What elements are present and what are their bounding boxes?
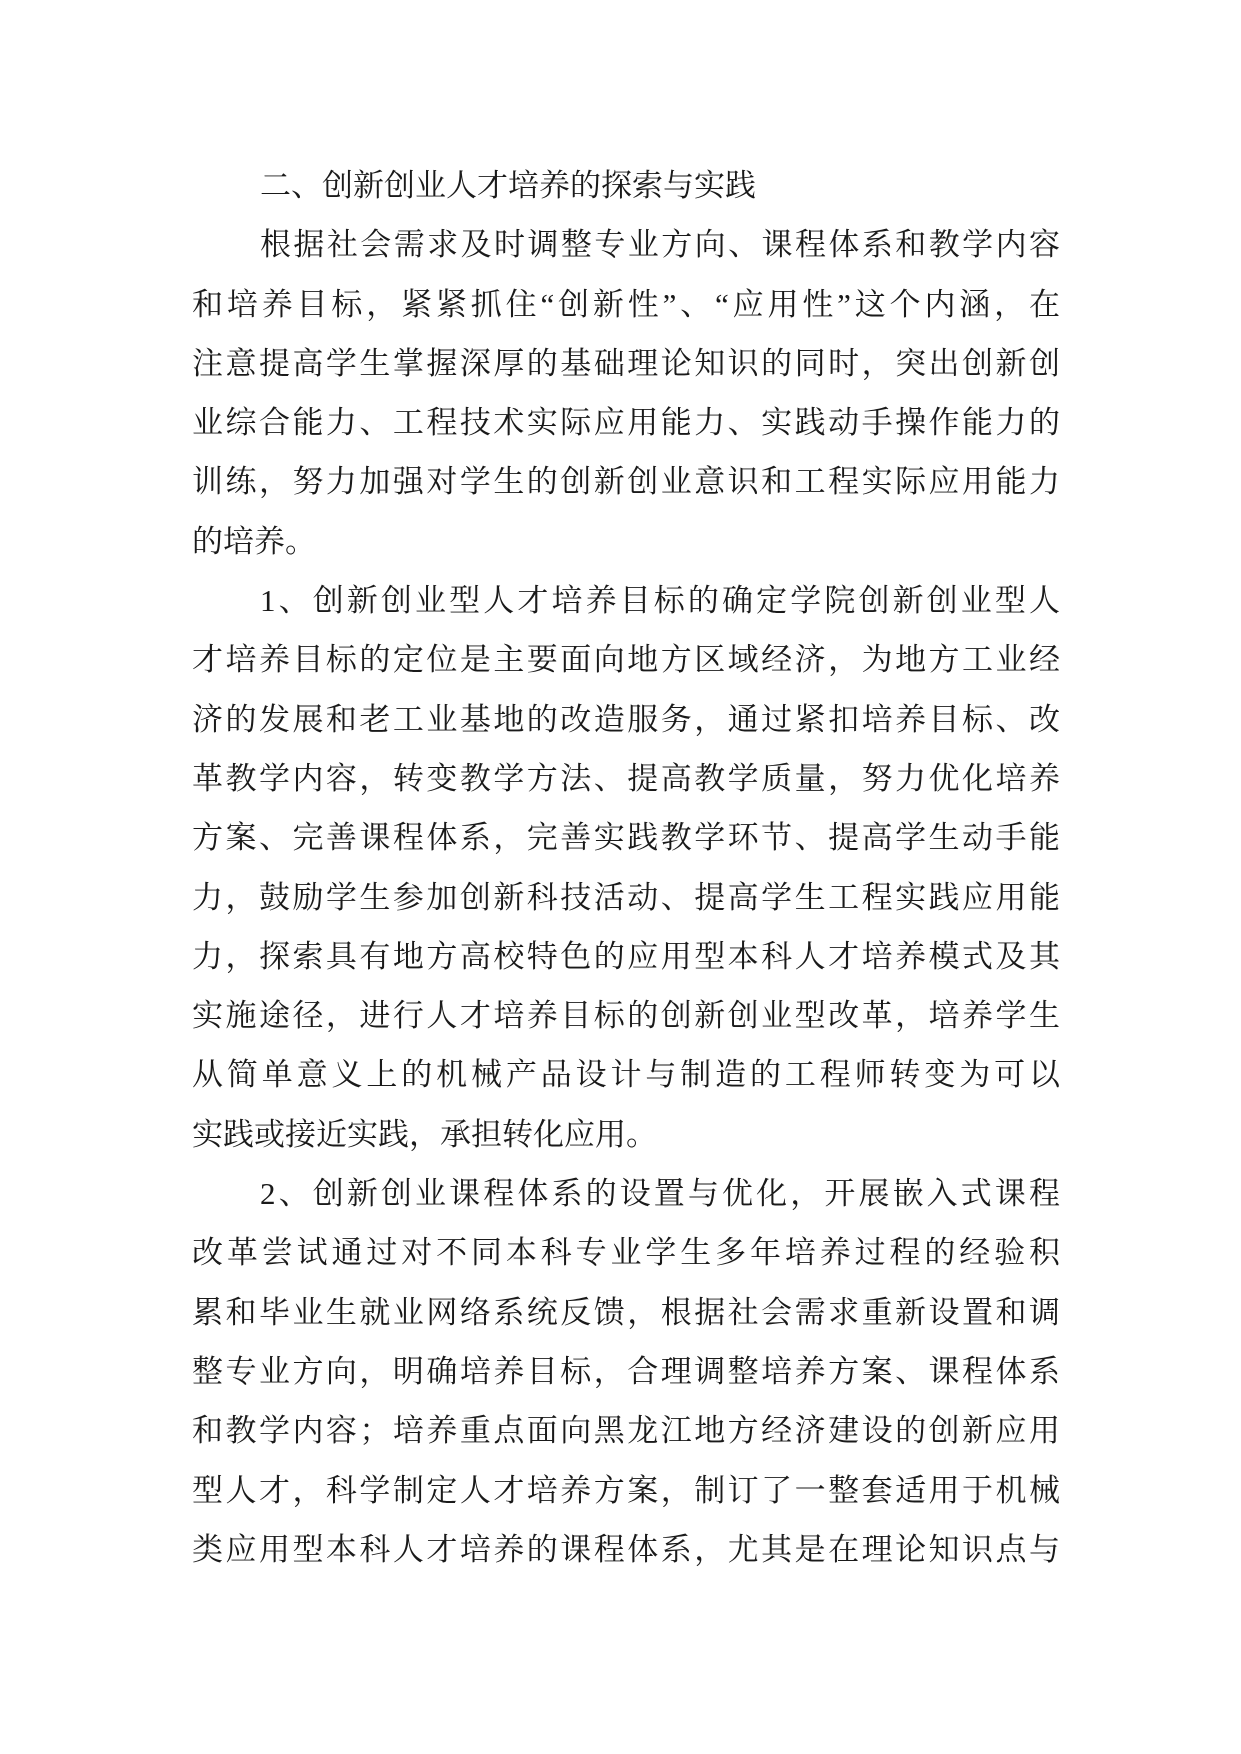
section-heading: 二、创新创业人才培养的探索与实践	[260, 168, 756, 203]
text-line: 济的发展和老工业基地的改造服务，通过紧扣培养目标、改	[192, 701, 1060, 737]
text-line: 从简单意义上的机械产品设计与制造的工程师转变为可以	[192, 1057, 1060, 1093]
text-line: 业综合能力、工程技术实际应用能力、实践动手操作能力的	[192, 405, 1060, 441]
paragraph	[192, 571, 1060, 1164]
text-line: 训练，努力加强对学生的创新创业意识和工程实际应用能力	[192, 464, 1060, 500]
text-line: 才培养目标的定位是主要面向地方区域经济，为地方工业经	[192, 642, 1060, 678]
text-line: 实践或接近实践，承担转化应用。	[192, 1116, 657, 1152]
paragraph	[192, 1164, 1060, 1579]
text-line: 力，探索具有地方高校特色的应用型本科人才培养模式及其	[192, 938, 1060, 974]
text-line: 注意提高学生掌握深厚的基础理论知识的同时，突出创新创	[192, 345, 1060, 381]
text-line: 整专业方向，明确培养目标，合理调整培养方案、课程体系	[192, 1353, 1060, 1389]
text-line: 改革尝试通过对不同本科专业学生多年培养过程的经验积	[192, 1235, 1060, 1271]
text-line: 累和毕业生就业网络系统反馈，根据社会需求重新设置和调	[192, 1294, 1060, 1330]
text-line: 和培养目标，紧紧抓住“创新性”、“应用性”这个内涵，在	[192, 286, 1060, 322]
text-line: 1、创新创业型人才培养目标的确定学院创新创业型人	[260, 583, 1060, 619]
text-line: 2、创新创业课程体系的设置与优化，开展嵌入式课程	[260, 1176, 1060, 1212]
paragraph	[192, 215, 1060, 571]
document-body	[192, 156, 1060, 1579]
text-line: 和教学内容；培养重点面向黑龙江地方经济建设的创新应用	[192, 1413, 1060, 1449]
text-line: 型人才，科学制定人才培养方案，制订了一整套适用于机械	[192, 1472, 1060, 1508]
text-line: 方案、完善课程体系，完善实践教学环节、提高学生动手能	[192, 820, 1060, 856]
text-line: 实施途径，进行人才培养目标的创新创业型改革，培养学生	[192, 998, 1060, 1034]
text-line: 革教学内容，转变教学方法、提高教学质量，努力优化培养	[192, 760, 1060, 796]
text-line: 的培养。	[192, 523, 316, 559]
text-line: 力，鼓励学生参加创新科技活动、提高学生工程实践应用能	[192, 879, 1060, 915]
text-line: 根据社会需求及时调整专业方向、课程体系和教学内容	[260, 227, 1060, 263]
text-line: 类应用型本科人才培养的课程体系，尤其是在理论知识点与	[192, 1531, 1060, 1567]
